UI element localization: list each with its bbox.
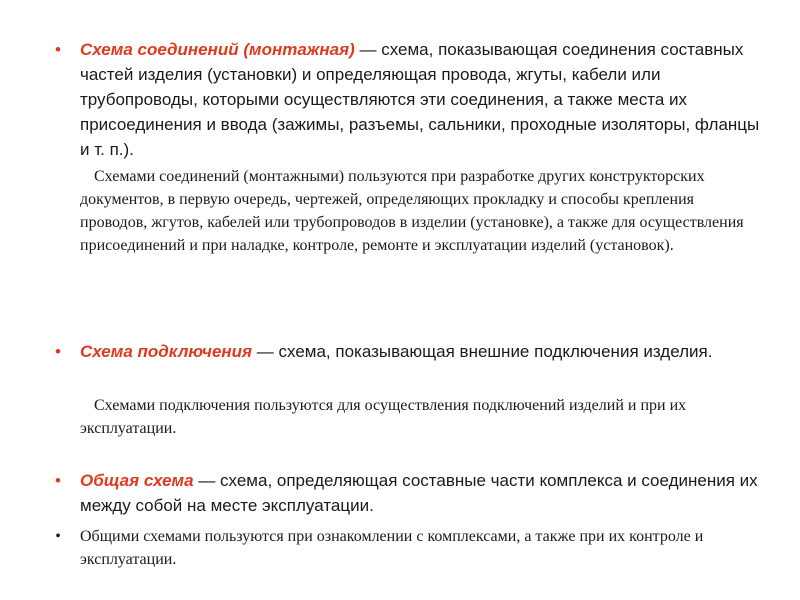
note-general-diagram [55,525,760,571]
note-connection-diagram: Схемами соединений (монтажными) пользуются при разработке других конструкторских документов, в первую очередь, чертежей, определяющих прокладку и способы крепления проводов, жгутов, кабелей или трубопроводов в изделии (установке), а также для осуществления присоединений и при наладке, контроле, ремонте и эксплуатации изделий (установок). [80,168,744,254]
definition-item-general-diagram [55,468,760,518]
bullet-icon: • [55,471,61,490]
note-general-diagram-text: Общими схемами пользуются при ознакомлении с комплексами, а также при их контроле и эксплуатации. [80,528,704,568]
term-wiring-diagram: Схема подключения [80,342,253,361]
definition-wiring-diagram: — схема, показывающая внешние подключения изделия. [252,342,713,361]
bullet-icon: • [55,342,61,361]
note-wiring-diagram: Схемами подключения пользуются для осуществления подключений изделий и при их эксплуатации. [80,397,687,437]
term-connection-diagram: Схема соединений (монтажная) [80,40,355,59]
definition-general-diagram: — схема, определяющая составные части комплекса и соединения их между собой на месте эксплуатации. [80,471,758,515]
definition-item-connection-diagram [55,37,760,162]
definition-connection-diagram: — схема, показывающая соединения составных частей изделия (установки) и определяющая провода, жгуты, кабели или трубопроводы, которыми осуществляются эти соединения, а также места их присоединения и ввода (зажимы, разъемы, сальники, проходные изоляторы, фланцы и т. п.). [80,40,760,159]
definition-item-wiring-diagram [55,339,760,364]
bullet-icon: • [55,40,61,59]
bullet-icon: • [55,528,61,545]
term-general-diagram: Общая схема [80,471,194,490]
